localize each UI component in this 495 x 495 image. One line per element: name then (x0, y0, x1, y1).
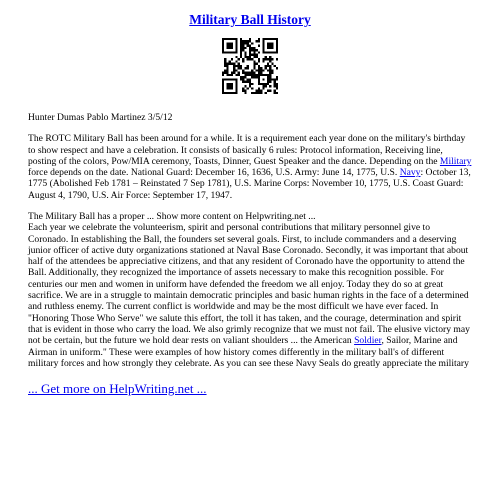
paragraph-1-text-a: The ROTC Military Ball has been around for a while. It is a requirement each year done on the military's birthday to show respect and have a celebration. It consists of basically 6 rules: Protocol information, Receiving line, posting of the colors, Pow/MIA ceremony, Toasts, Dinner, Guest Speaker and the dance. Depending on the (28, 133, 466, 167)
get-more-link[interactable]: ... Get more on HelpWriting.net ... (28, 381, 207, 397)
paragraph-2-text-a: The Military Ball has a proper ... Show more content on Helpwriting.net ... (28, 210, 316, 222)
get-more-paragraph (28, 381, 472, 396)
military-link[interactable]: Military (439, 155, 472, 167)
qr-code-graphic (222, 38, 278, 94)
soldier-link[interactable]: Soldier (354, 335, 382, 347)
qr-code-icon (222, 38, 278, 94)
paragraph-1-text-c: : October 13, 1775 (Abolished Feb 1781 – Reinstated 7 Sep 1781), U.S. Marine Corps: November 10, 1775, U.S. Coast Guard: August 4, 1790, U.S. Air Force: September 17, 1947. (28, 167, 471, 201)
title-link[interactable]: Military Ball History (189, 12, 311, 27)
byline: Hunter Dumas Pablo Martinez 3/5/12 (28, 112, 173, 123)
document-page (28, 12, 472, 396)
paragraph-1-text-b: force depends on the date. National Guard: December 16, 1636, U.S. Army: June 14, 1775, U.S. (28, 167, 400, 179)
paragraph-2-text-c: , Sailor, Marine and Airman in uniform." These were examples of how history comes differently in the military ball's of different military forces and how strongly they celebrate. As you can see these Navy Seals do greatly appreciate the military (28, 335, 469, 369)
paragraph-2-text-b: Each year we celebrate the volunteerism, spirit and personal contributions that military personnel give to Coronado. In establishing the Ball, the founders set several goals. First, to include commanders and a deserving junior officer of active duty organizations stationed at Naval Base Coronado. Secondly, it was important that about half of the attendees be appreciative citizens, and that any resident of Coronado have the opportunity to attend the Ball. Additionally, they recognized the importance of assets necessary to make this recognition possible. For centuries our men and women in uniform have defended the freedom we all enjoy. Today they do so at great sacrifice. We are in a struggle to maintain democratic principles and basic human rights in the face of a determined and ruthless enemy. The current conflict is worldwide and may be the most difficult we have ever faced. In "Honoring Those Who Serve" we salute this effort, the toll it has taken, and the courage, determination and spirit that is evident in those who carry the load. We also grimly recognize that we must not fail. The elusive victory may not be certain, but the future we hold dear rests on valiant shoulders ... the American (28, 222, 470, 347)
navy-link[interactable]: Navy (399, 167, 421, 179)
page-title (28, 12, 472, 28)
paragraph-2 (28, 211, 472, 369)
paragraph-1 (28, 133, 472, 201)
